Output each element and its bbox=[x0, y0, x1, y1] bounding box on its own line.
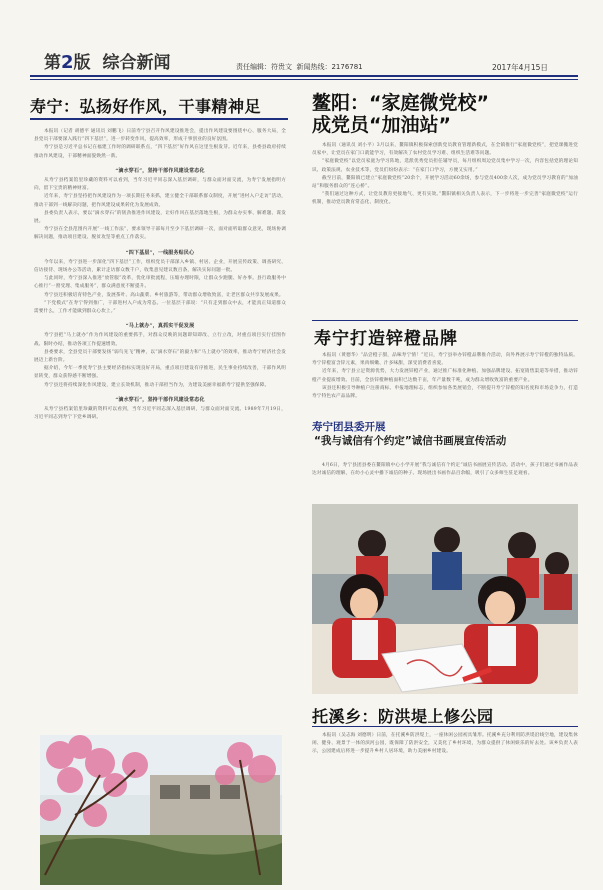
youth-body bbox=[312, 462, 578, 502]
orange-top-rule bbox=[312, 320, 578, 321]
masthead bbox=[0, 0, 603, 76]
tuoxi-body bbox=[312, 732, 578, 882]
issue-date: 2017年4月15日 bbox=[492, 63, 548, 72]
aoyang-p1: 本报讯（通讯员 刘小平）3月以来，鳌阳镇积极探索创新党员教育管理新模式，在全镇推行“家庭微党校”，把党课搬进党员家中，让党员在家门口就能学习，有效解决了农村党员学习难、组织生活难等问题。 bbox=[312, 143, 578, 157]
tuoxi-headline-rule bbox=[312, 726, 578, 727]
editor-info bbox=[236, 62, 363, 72]
ningshou-lead: 本报讯（记者 胡德平 通讯员 刘鹏飞）日前寿宁县召开作风建设推进会，提出作风建设要围绕中心、服务大局，全县党员干部要深入践行“四下基层”，进一步转变作风，提高效率，形成干事创业的良好氛围。 bbox=[34, 129, 286, 143]
aoyang-headline-line1: 鳌阳：“家庭微党校” bbox=[312, 92, 489, 114]
ningshou-p10: “下党模式”在寿宁得到推广，干部进村入户成为常态。一位基层干部说：“只有走到群众中去，才能真正知道群众需要什么，工作才能做到群众心坎上。” bbox=[34, 300, 286, 315]
page-suffix: 版 bbox=[73, 53, 91, 73]
students-photo bbox=[312, 504, 578, 694]
ningshou-headline: 寿宁：弘扬好作风，干事精神足 bbox=[30, 97, 262, 116]
ningshou-p6: 寿宁县在全县范围内开展“一线工作法”，要求领导干部每月至少下基层调研一次，面对面听取群众意见，现场协调解决问题，推动项目建设、脱贫攻坚等重点工作落实。 bbox=[34, 227, 286, 241]
aoyang-p3: 截至目前，鳌阳镇已建立“家庭微党校”20余个，开展学习活动60余场，参与党员400余人次，成为党员学习教育的“加油站”和服务群众的“连心桥”。 bbox=[312, 175, 578, 190]
aoyang-headline bbox=[312, 92, 489, 136]
orange-p3: 该县还积极引导种植户注册商标、申报地理标志，组织参加各类展销会，不断提升寿宁锌橙的知名度和市场竞争力，打造寿宁特色农产品品牌。 bbox=[312, 385, 578, 400]
header-rule-thin bbox=[30, 79, 578, 80]
ningshou-p8: 与此同时，寿宁县深入推进“放管服”改革，优化审批流程，压缩办理时限，让群众少跑腿、好办事。县行政服务中心推行“一窗受理、集成服务”，群众满意度不断提升。 bbox=[34, 276, 286, 290]
ningshou-sub4: “滴水穿石”，坚持干部作风建设常态化 bbox=[115, 396, 205, 403]
tuoxi-p1: 本报讯（吴志海 刘德明）日前，在托溪乡防洪堤上，一座休闲公园初具雏形。托溪乡充分利用防洪堤沿线空地，建设集休闲、健身、观景于一体的滨河公园，既保障了防洪安全，又美化了乡村环境，为群众提供了休闲娱乐的好去处。该乡负责人表示，公园建成后将进一步提升乡村人居环境，助力美丽乡村建设。 bbox=[312, 733, 578, 755]
ningshou-p12: 县委要求，全县党员干部要发扬“弱鸟先飞”精神，以“滴水穿石”的毅力和“马上就办”的效率，推动寿宁经济社会发展迈上新台阶。 bbox=[34, 349, 286, 364]
youth-headline bbox=[312, 420, 578, 448]
youth-headline-line2: “我与诚信有个约定”诚信书画展宣传活动 bbox=[314, 435, 507, 447]
tuoxi-headline: 托溪乡：防洪堤上修公园 bbox=[312, 707, 494, 726]
aoyang-p4: “我们通过这种方式，让党员教育更接地气、更有实效。”鳌阳镇相关负责人表示，下一步将进一步完善“家庭微党校”运行机制，推动党员教育常态化、制度化。 bbox=[312, 192, 578, 206]
blossom-photo bbox=[40, 735, 282, 885]
aoyang-headline-line2: 成党员“加油站” bbox=[312, 114, 451, 136]
orange-body bbox=[312, 352, 578, 414]
ningshou-p11: 寿宁县把“马上就办”作为作风建设的重要抓手，对群众反映的问题即知即改、立行立改，对重点项目实行挂图作战、限时办结，推动各项工作提速增效。 bbox=[34, 333, 286, 347]
ningshou-p16: 从寿宁县档案馆里珍藏的资料可以看到，当年习近平同志深入基层调研，与群众面对面交流。1989年7月19日，习近平同志到寿宁下党乡调研。 bbox=[34, 407, 286, 421]
ningshou-p13: 据介绍，今年一季度寿宁县主要经济指标实现良好开局，重点项目建设有序推进，民生事业持续改善，干部作风明显转变，群众获得感不断增强。 bbox=[34, 366, 286, 380]
aoyang-body bbox=[312, 142, 578, 318]
ningshou-sub3: “马上就办”，真抓实干促发展 bbox=[125, 323, 195, 330]
ningshou-p7: 今年以来，寿宁县进一步深化“四下基层”工作，组织党员干部深入乡镇、村居、企业，开展宣传政策、调查研究、信访接待、现场办公等活动，累计走访群众数千户，收集意见建议数百条，解决实际问题一批。 bbox=[34, 259, 286, 274]
page-number bbox=[44, 48, 170, 73]
ningshou-headline-rule bbox=[30, 118, 288, 120]
page-prefix: 第 bbox=[44, 53, 61, 73]
header-rule bbox=[30, 75, 578, 77]
youth-headline-line1: 寿宁团县委开展 bbox=[312, 421, 386, 433]
orange-p1: 本报讯（黄德华）“品尝橙子甜，品味寿宁情！”近日，寿宁县举办锌橙品牌推介活动，向外界展示寿宁锌橙的独特品质。寿宁锌橙富含锌元素，果肉细嫩、汁多味甜，深受消费者喜爱。 bbox=[312, 353, 578, 367]
ningshou-p2: 寿宁县是习近平总书记在福建工作时的调研联系点，“四下基层”好作风在这里生根发芽。近年来，县委县政府持续推动作风建设，干部精神面貌焕然一新。 bbox=[34, 145, 286, 159]
ningshou-p3: 从寿宁县档案馆里珍藏的资料可以看到，当年习近平同志深入基层调研，与群众面对面交流，为寿宁发展指明方向，留下宝贵的精神财富。 bbox=[34, 178, 286, 192]
orange-headline: 寿宁打造锌橙品牌 bbox=[314, 329, 458, 349]
hotline-label: 新闻热线：2176781 bbox=[296, 63, 363, 71]
page-number-digit: 2 bbox=[61, 52, 74, 73]
aoyang-p2: “家庭微党校”以党员家庭为学习阵地，选派优秀党员担任辅导员，每月组织周边党员集中学习一次，内容包括党的理论知识、政策法规、农业技术等，党员们纷纷表示：“在家门口学习，方便又实用。” bbox=[312, 159, 578, 173]
ningshou-p9: 寿宁县还积极培育特色产业，发展茶叶、高山蔬菜、乡村旅游等，带动群众增收致富，让老区群众共享发展成果。 bbox=[44, 292, 284, 298]
ningshou-p14: 寿宁县还将持续深化作风建设，建立长效机制，推动干部担当作为，为建设美丽幸福新寿宁提供坚强保障。 bbox=[44, 382, 270, 388]
ningshou-sub1: “滴水穿石”，坚持干部作风建设常态化 bbox=[115, 167, 205, 174]
section-title: 综合新闻 bbox=[102, 53, 171, 73]
ningshou-p5: 县委负责人表示，要以“滴水穿石”的韧劲推进作风建设，让好作风在基层落地生根，为群众办实事、解难题、谋发展。 bbox=[34, 210, 286, 225]
orange-p2: 近年来，寿宁县立足资源优势，大力发展锌橙产业，通过推广标准化种植、加强品牌建设、拓宽销售渠道等举措，推动锌橙产业提质增效。目前，全县锌橙种植面积已达数千亩，年产量数千吨，成为群众增收致富的重要产业。 bbox=[312, 369, 578, 383]
ningshou-p4: 近年来，寿宁县坚持把作风建设作为一项长期任务来抓，建立健全干部联系群众制度，开展“进村入户走访”活动，推动干部到一线解决问题，把作风建设成果转化为发展成效。 bbox=[34, 194, 286, 208]
editor-label: 责任编辑：符贵文 bbox=[236, 63, 292, 71]
ningshou-sub2: “四下基层”，一线服务贴民心 bbox=[125, 249, 195, 256]
youth-p1: 4月6日，寿宁县团县委在鳌阳镇中心小学开展“我与诚信有个约定”诚信书画展宣传活动。活动中，孩子们通过书画作品表达对诚信的理解，在幼小心灵中播下诚信的种子。现场展出书画作品百余幅，吸引了众多师生驻足观看。 bbox=[312, 463, 578, 477]
